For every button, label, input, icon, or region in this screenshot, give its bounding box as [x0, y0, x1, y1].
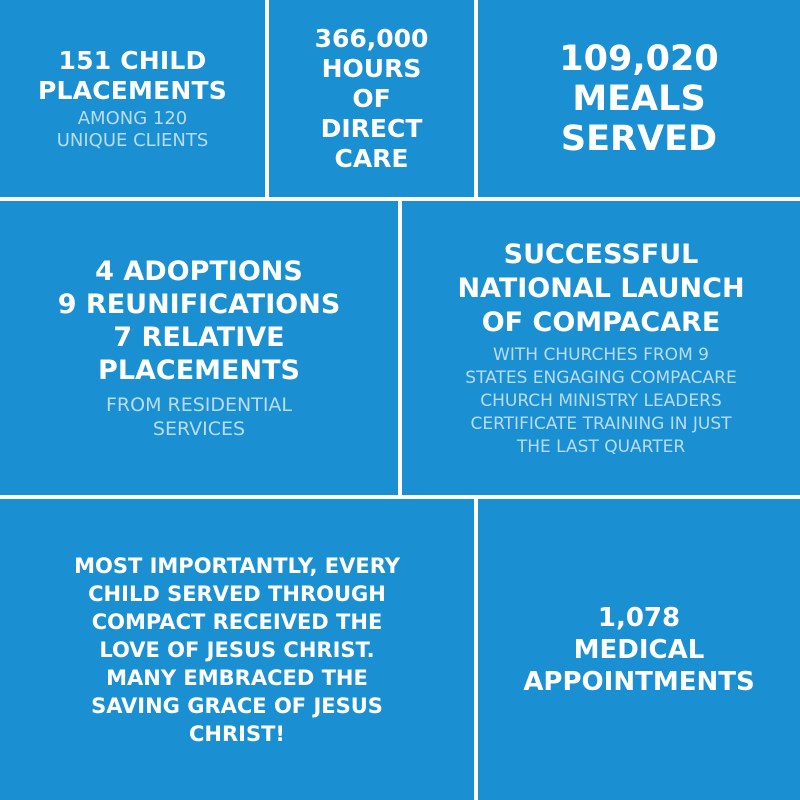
stat-tile-compacare-launch	[402, 201, 800, 495]
stat-heading: 1,078 MEDICAL APPOINTMENTS	[523, 602, 755, 697]
stat-tile-direct-care-hours	[269, 0, 474, 197]
stat-tile-child-placements	[0, 0, 265, 197]
stat-heading: SUCCESSFUL NATIONAL LAUNCH OF COMPACARE	[457, 238, 745, 338]
stat-tile-love-of-jesus	[0, 499, 474, 800]
stat-heading: 366,000 HOURS OF DIRECT CARE	[314, 23, 429, 173]
stat-heading: 4 ADOPTIONS 9 REUNIFICATIONS 7 RELATIVE PLACEMENTS	[57, 256, 341, 386]
stat-tile-meals-served	[478, 0, 800, 197]
stat-detail: AMONG 120 UNIQUE CLIENTS	[56, 107, 209, 151]
stat-tile-medical-appointments	[478, 499, 800, 800]
stat-detail: FROM RESIDENTIAL SERVICES	[105, 394, 293, 440]
stat-tile-adoptions-reunifications	[0, 201, 398, 495]
stat-heading: 151 CHILD PLACEMENTS	[38, 45, 227, 105]
stat-heading: MOST IMPORTANTLY, EVERY CHILD SERVED THROUGH COMPACT RECEIVED THE LOVE OF JESUS CHRIST. MANY EMBRACED THE SAVING GRACE OF JESUS CHRIST!	[74, 553, 400, 746]
stat-detail: WITH CHURCHES FROM 9 STATES ENGAGING COMPACARE CHURCH MINISTRY LEADERS CERTIFICATE TRAINING IN JUST THE LAST QUARTER	[465, 344, 737, 457]
stat-heading: 109,020 MEALS SERVED	[559, 38, 719, 159]
